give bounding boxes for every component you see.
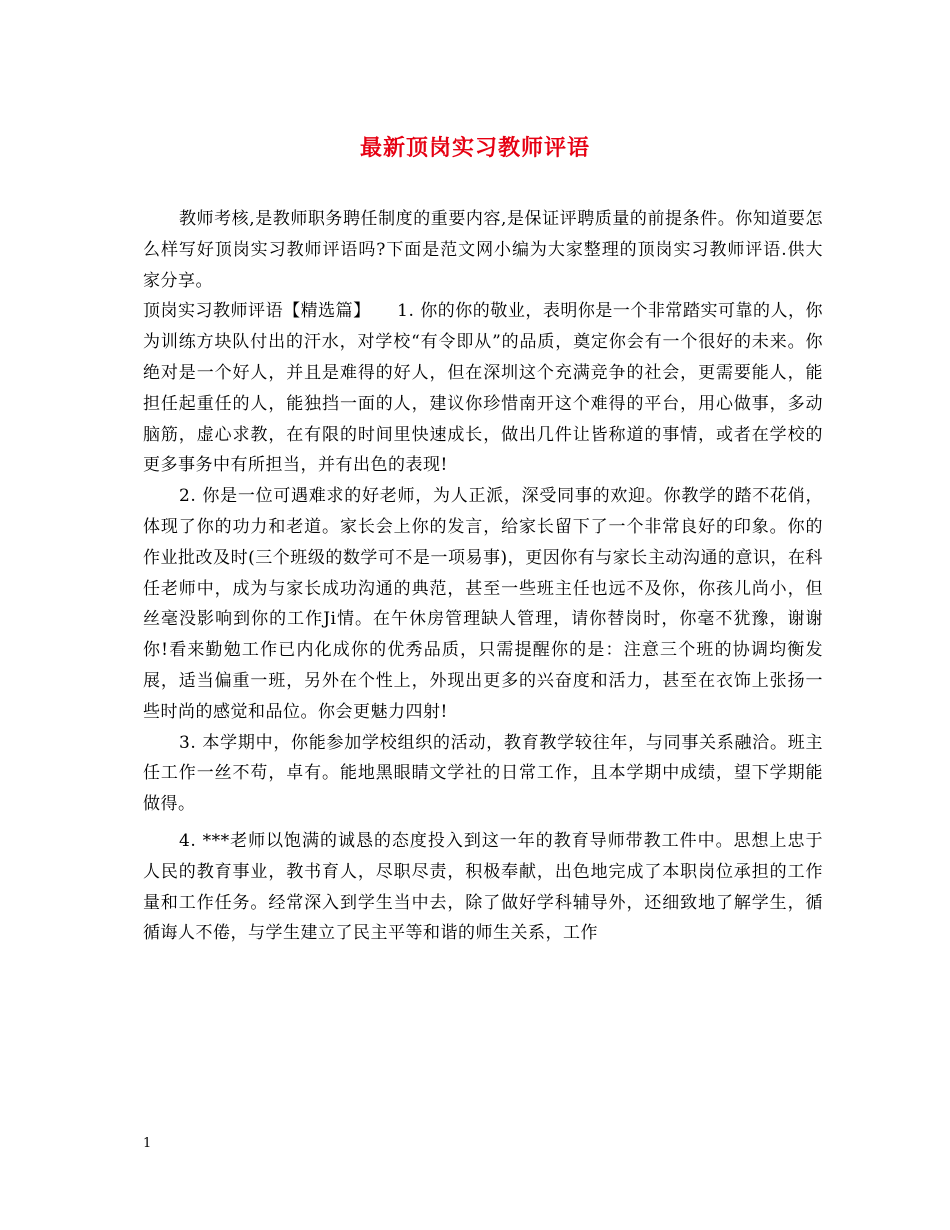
document-title: 最新顶岗实习教师评语 bbox=[359, 136, 590, 161]
comment-paragraph-2: 2. 你是一位可遇难求的好老师，为人正派，深受同事的欢迎。你教学的踏不花俏，体现了你的功力和老道。家长会上你的发言，给家长留下了一个非常良好的印象。你的作业批改及时(三个班级的数学可不是一项易事)，更因你有与家长主动沟通的意识，在科任老师中，成为与家长成功沟通的典范，甚至一些班主任也远不及你，你孩儿尚小，但丝毫没影响到你的工作Ji情。在午休房管理缺人管理，请你替岗时，你毫不犹豫，谢谢你!看来勤勉工作已内化成你的优秀品质，只需提醒你的是：注意三个班的协调均衡发展，适当偏重一班，另外在个性上，外现出更多的兴奋度和活力，甚至在衣饰上张扬一些时尚的感觉和品位。你会更魅力四射! bbox=[143, 486, 823, 722]
comment-paragraph-1: 顶岗实习教师评语【精选篇】 1. 你的你的敬业，表明你是一个非常踏实可靠的人，你为训练方块队付出的汗水，对学校“有令即从”的品质，奠定你会有一个很好的未来。你绝对是一个好人，并且是难得的好人，但在深圳这个充满竞争的社会，更需要能人，能担任起重任的人，能独挡一面的人，建议你珍惜南开这个难得的平台，用心做事，多动脑筋，虚心求教，在有限的时间里快速成长，做出几件让皆称道的事情，或者在学校的更多事务中有所担当，并有出色的表现! bbox=[143, 301, 823, 476]
page-number: 1 bbox=[143, 1136, 152, 1151]
comment-paragraph-3: 3. 本学期中，你能参加学校组织的活动，教育教学较往年，与同事关系融洽。班主任工作一丝不苟，卓有。能地黑眼睛文学社的日常工作，且本学期中成绩，望下学期能做得。 bbox=[143, 732, 823, 815]
comment-paragraph-4: 4. ***老师以饱满的诚恳的态度投入到这一年的教育导师带教工件中。思想上忠于人民的教育事业，教书育人，尽职尽责，积极奉献，出色地完成了本职岗位承担的工作量和工作任务。经常深入到学生当中去，除了做好学科辅导外，还细致地了解学生，循循诲人不倦，与学生建立了民主平等和谐的师生关系，工作 bbox=[143, 830, 823, 944]
intro-paragraph: 教师考核,是教师职务聘任制度的重要内容,是保证评聘质量的前提条件。你知道要怎么样写好顶岗实习教师评语吗?下面是范文网小编为大家整理的顶岗实习教师评语.供大家分享。 bbox=[143, 209, 823, 291]
document-body bbox=[143, 204, 823, 949]
